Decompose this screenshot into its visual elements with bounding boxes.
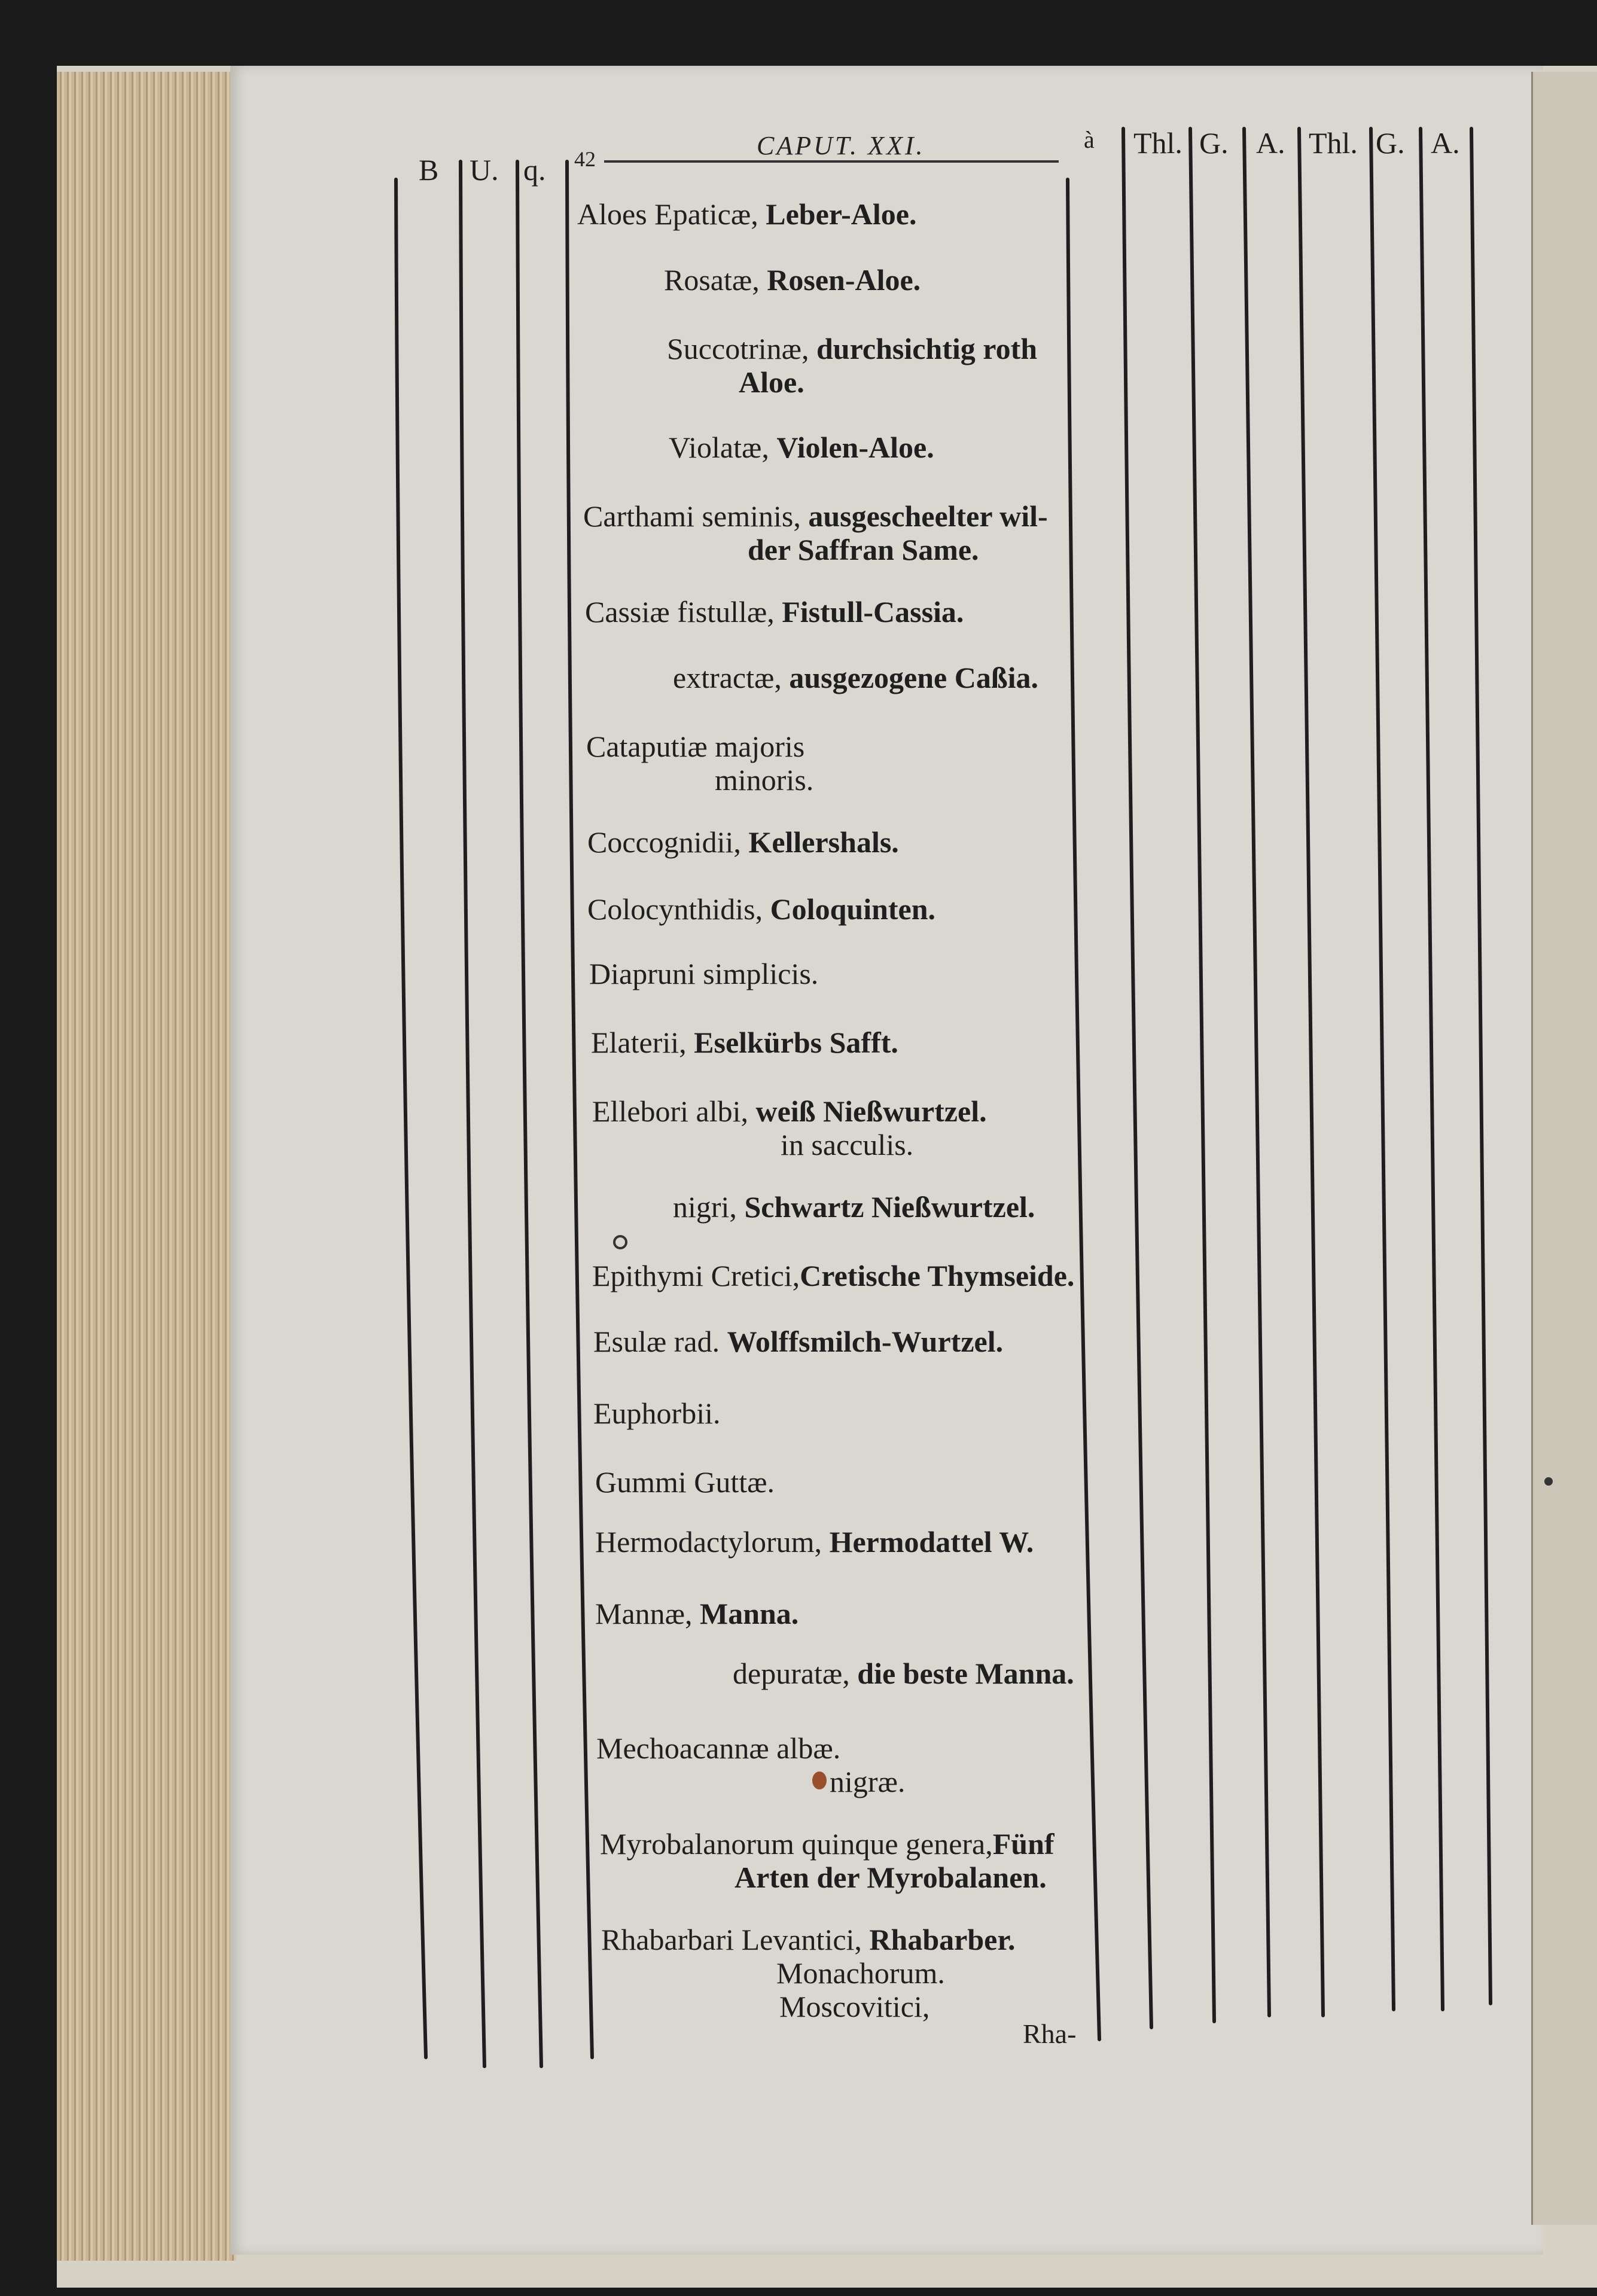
rule-right-7 <box>1471 129 1491 2004</box>
entry-epithymi: Epithymi Cretici,Cretische Thymseide. <box>592 1259 1075 1292</box>
rule-left-1 <box>396 179 426 2057</box>
rule-right-5 <box>1371 129 1394 2010</box>
catchword: Rha- <box>1023 2018 1077 2049</box>
rule-right-4 <box>1299 129 1323 2016</box>
entry-colocynthidis: Colocynthidis, Coloquinten. <box>587 892 936 926</box>
rule-right-1 <box>1123 129 1151 2027</box>
entry-diapruni: Diapruni simplicis. <box>589 957 819 990</box>
header-col-u: U. <box>470 153 499 187</box>
entry-coccognidii: Coccognidii, Kellershals. <box>587 825 899 859</box>
header-col-a-1: A. <box>1256 126 1285 160</box>
rule-left-2 <box>461 161 484 2066</box>
header-col-b: B <box>419 153 439 187</box>
entry-mechoacannae: Mechoacannæ albæ. nigræ. <box>596 1731 906 1798</box>
entry-myrobalanorum: Myrobalanorum quinque genera,Fünf Arten der Myrobalanen. <box>600 1827 1054 1894</box>
paper-speck <box>1544 1477 1553 1486</box>
entry-violatae: Violatæ, Violen-Aloe. <box>669 431 934 464</box>
rule-right-3 <box>1244 129 1269 2016</box>
entry-ellebori-albi: Ellebori albi, weiß Nießwurtzel. in sacculis. <box>592 1094 987 1161</box>
rule-left-3 <box>517 161 541 2066</box>
header-col-thl-2: Thl. <box>1309 126 1358 160</box>
entry-mannae-depuratae: depuratæ, die beste Manna. <box>733 1657 1074 1690</box>
ink-spot <box>613 1235 627 1249</box>
header-col-thl-1: Thl. <box>1133 126 1182 160</box>
header-col-q: q. <box>523 153 546 187</box>
rule-left-4 <box>567 161 592 2057</box>
entry-rhabarbari: Rhabarbari Levantici, Rhabarber. Monachorum. Moscovitici, <box>601 1923 1016 2023</box>
entry-esulae: Esulæ rad. Wolffsmilch-Wurtzel. <box>593 1325 1004 1358</box>
entry-cataputiae: Cataputiæ majoris minoris. <box>586 730 814 797</box>
entry-hermodactylorum: Hermodactylorum, Hermodattel W. <box>595 1525 1034 1559</box>
page-number: 42 <box>574 147 596 171</box>
rule-right-2 <box>1190 129 1214 2021</box>
header-col-g-2: G. <box>1376 126 1405 160</box>
entry-succotrinae: Succotrinæ, durchsichtig roth Aloe. <box>667 332 1038 399</box>
entry-cassiae-fistullae: Cassiæ fistullæ, Fistull-Cassia. <box>585 595 964 629</box>
entry-cassiae-extractae: extractæ, ausgezogene Caßia. <box>673 661 1039 694</box>
running-head: CAPUT. XXI. <box>757 131 925 160</box>
entry-mannae: Mannæ, Manna. <box>595 1597 799 1630</box>
entry-ellebori-nigri: nigri, Schwartz Nießwurtzel. <box>673 1190 1035 1224</box>
header-col-g-1: G. <box>1199 126 1229 160</box>
ink-stain <box>812 1771 827 1789</box>
rule-right-6 <box>1421 129 1443 2010</box>
entry-aloes-epaticae: Aloes Epaticæ, Leber-Aloe. <box>577 197 917 231</box>
entry-gummi-guttae: Gummi Guttæ. <box>595 1465 775 1499</box>
running-head-rule <box>604 160 1059 163</box>
entry-elaterii: Elaterii, Eselkürbs Safft. <box>591 1026 898 1059</box>
rule-text-right <box>1068 179 1099 2039</box>
entry-euphorbii: Euphorbii. <box>593 1396 721 1430</box>
header-col-a-2: A. <box>1431 126 1460 160</box>
header-col-a: à <box>1084 126 1095 153</box>
entry-carthami: Carthami seminis, ausgescheelter wil- der Saffran Same. <box>583 499 1048 566</box>
entry-rosatae: Rosatæ, Rosen-Aloe. <box>664 263 921 297</box>
